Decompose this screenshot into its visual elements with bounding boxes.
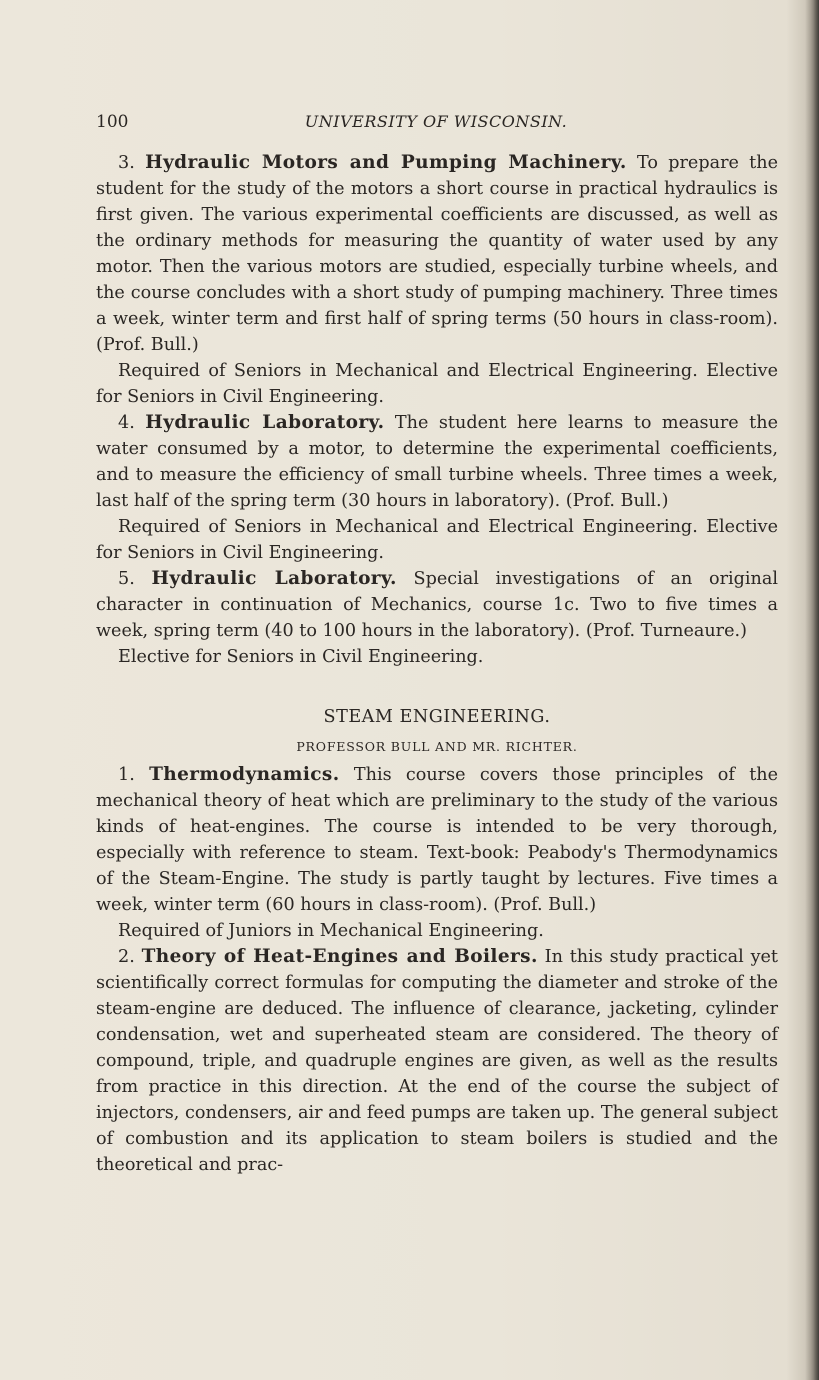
course-paragraph	[96, 150, 778, 358]
course-paragraph	[96, 762, 778, 918]
course-number: 2.	[118, 947, 135, 967]
running-head: UNIVERSITY OF WISCONSIN.	[304, 112, 568, 131]
course-description: The student here learns to measure the water consumed by a motor, to determine the experimental coefficients, and to measure the efficiency of small turbine wheels. Three times a week, last half of the spring term (30 hours in laboratory). (Prof. Bull.)	[96, 413, 778, 511]
course-number: 5.	[118, 569, 135, 589]
course-title: Thermodynamics.	[149, 764, 340, 785]
course-title: Hydraulic Laboratory.	[151, 568, 397, 589]
course-number: 3.	[118, 153, 135, 173]
course-paragraph	[96, 944, 778, 1178]
course-requirement: Required of Seniors in Mechanical and Electrical Engineering. Elective for Seniors in Civil Engineering.	[96, 361, 778, 407]
section-heading: STEAM ENGINEERING.	[323, 707, 551, 727]
course-description: In this study practical yet scientifically correct formulas for computing the diameter and stroke of the steam-engine are deduced. The influence of clearance, jacketing, cylinder condensation, wet and superheated steam are considered. The theory of compound, triple, and quadruple engines are given, as well as the results from practice in this direction. At the end of the course the subject of injectors, condensers, air and feed pumps are taken up. The general subject of combustion and its application to steam boilers is studied and the theoretical and prac-	[96, 947, 778, 1175]
section-faculty: PROFESSOR BULL AND MR. RICHTER.	[296, 739, 578, 754]
course-description: To prepare the student for the study of the motors a short course in practical hydraulics is first given. The various experimental coefficients are discussed, as well as the ordinary methods for measuring the quantity of water used by any motor. Then the various motors are studied, especially turbine wheels, and the course concludes with a short study of pumping machinery. Three times a week, winter term and first half of spring terms (50 hours in class-room). (Prof. Bull.)	[96, 153, 778, 355]
page-header	[96, 112, 776, 136]
course-requirement: Elective for Seniors in Civil Engineering.	[118, 647, 484, 667]
course-title: Hydraulic Motors and Pumping Machinery.	[145, 152, 627, 173]
course-description: This course covers those principles of the mechanical theory of heat which are preliminary to the study of the various kinds of heat-engines. The course is intended to be very thorough, especially with reference to steam. Text-book: Peabody's Thermodynamics of the Steam-Engine. The study is partly taught by lectures. Five times a week, winter term (60 hours in class-room). (Prof. Bull.)	[96, 765, 779, 915]
course-paragraph	[96, 410, 778, 514]
course-title: Hydraulic Laboratory.	[145, 412, 385, 433]
course-description: Special investigations of an original character in continuation of Mechanics, course 1c. Two to five times a week, spring term (40 to 100 hours in the laboratory). (Prof. Turneaure.)	[96, 569, 778, 641]
course-number: 1.	[118, 765, 135, 785]
page-number: 100	[96, 112, 129, 132]
course-requirement: Required of Seniors in Mechanical and Electrical Engineering. Elective for Seniors in Civil Engineering.	[96, 517, 778, 563]
course-requirement: Required of Juniors in Mechanical Engineering.	[118, 921, 544, 941]
course-paragraph	[96, 566, 778, 644]
page-edge-shadow	[805, 0, 819, 1380]
course-title: Theory of Heat-Engines and Boilers.	[141, 946, 538, 967]
page-content	[96, 150, 778, 1178]
course-number: 4.	[118, 413, 135, 433]
